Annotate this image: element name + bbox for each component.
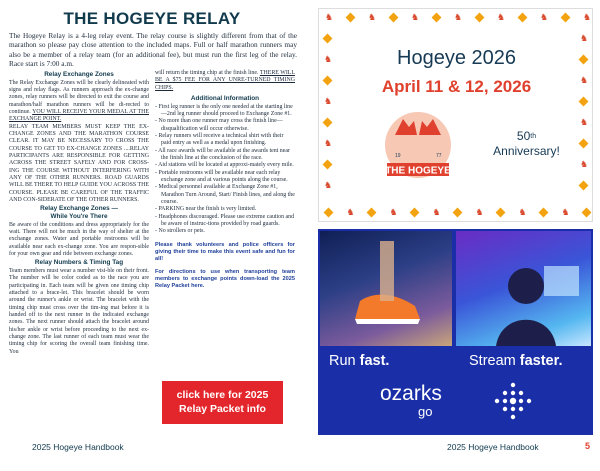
stream-photo xyxy=(456,231,591,346)
while-heading: Relay Exchange Zones — While You're There xyxy=(40,205,118,221)
footer-left: 2025 Hogeye Handbook xyxy=(32,442,124,452)
hog-motif-icon: ♞ xyxy=(580,118,589,128)
list-item: - Portable restrooms will be available near each relay exchange zone and at various points along the course. xyxy=(155,170,295,185)
diamond-motif-icon xyxy=(539,208,549,218)
diamond-motif-icon xyxy=(323,118,333,128)
list-item: - Aid stations will be located at approxi-mately every mile. xyxy=(155,162,295,169)
page-title: THE HOGEYE RELAY xyxy=(63,9,241,28)
list-item: - Medical personnel available at Exchange Zone #1, Marathon Turn Around, Start/ Finish lines, and along the course. xyxy=(155,184,295,206)
stream-faster-text: Stream faster. xyxy=(469,353,563,369)
right-page xyxy=(300,0,600,471)
hog-motif-icon: ♞ xyxy=(580,34,589,44)
list-item: - Relay runners will receive a technical shirt with their paid entry as well as a medal upon finishing. xyxy=(155,133,295,148)
intro-paragraph: The Hogeye Relay is a 4-leg relay event. The relay course is slightly different from that of the marathon so please pay close attention to the included maps. Full or half marathon runners may also be a member of a relay team (for an additional fee), but must run the first leg of the relay. Race start is 7:00 a.m. xyxy=(9,31,297,69)
hog-motif-icon: ♞ xyxy=(324,55,333,65)
zones-paragraph: The Relay Exchange Zones will be clearly delineated with signs and relay flags. As runners approach the ex-change zones, relay runners will be directed to exit the course and marathon/half marathon runners will be di-rected to continue. YOU WILL RECEIVE YOUR MEDAL AT THE EXCHANGE POINT. xyxy=(9,79,149,123)
thanks-note: Please thank volunteers and police officers for giving their time to make this event safe and fun for all! xyxy=(155,241,295,262)
hogeye-logo xyxy=(379,105,457,187)
hog-motif-icon: ♞ xyxy=(518,208,527,218)
ozarks-logo-text: ozarks xyxy=(380,382,442,405)
diamond-motif-icon xyxy=(474,13,484,23)
list-item: - Headphones discouraged. Please use extreme caution and be aware of instruc-tions provided by road guards. xyxy=(155,214,295,229)
diamond-motif-icon xyxy=(324,208,334,218)
ozarks-go-ad[interactable] xyxy=(318,229,593,435)
info-heading: Additional Information xyxy=(190,95,260,103)
hog-motif-icon: ♞ xyxy=(346,208,355,218)
runner-photo xyxy=(320,231,452,346)
anniversary-label: 50th Anniversary! xyxy=(493,129,560,158)
list-item: - No more than one runner may cross the finish line—disqualification will occur otherwise. xyxy=(155,118,295,133)
page-number: 5 xyxy=(585,441,591,451)
diamond-motif-icon xyxy=(579,181,589,191)
hog-motif-icon: ♞ xyxy=(411,13,420,23)
hog-motif-icon: ♞ xyxy=(368,13,377,23)
hog-motif-icon: ♞ xyxy=(454,13,463,23)
zones-heading: Relay Exchange Zones xyxy=(44,71,114,78)
timing-continued: will return the timing chip at the finish line. THERE WILL BE A $75 FEE FOR ANY UNRE-TURNED TIMING CHIPS. xyxy=(155,70,296,91)
hog-motif-icon: ♞ xyxy=(580,160,589,170)
go-logo-text: go xyxy=(418,404,433,419)
diamond-motif-icon xyxy=(579,97,589,107)
relay-packet-button[interactable]: click here for 2025 Relay Packet info xyxy=(162,381,283,424)
footer-right: 2025 Hogeye Handbook xyxy=(447,442,539,452)
dots-logo-icon xyxy=(493,381,533,421)
hog-motif-icon: ♞ xyxy=(540,13,549,23)
zones-caps-paragraph: RELAY TEAM MEMBERS MUST KEEP THE EX-CHANGE ZONES AND THE MARATHON COURSE CLEAR. IT MAY BE NECESSARY TO CROSS THE COURSE TO GET TO EX-CHANGE ZONES ....RELAY PARTICIPANTS ARE RESPONSIBLE FOR GETTING ACROSS THE STREET SAFELY AND FOR CROSS-ING THE COURSE WITHOUT INTERFERING WITH ANY OF THE OTHER RUNNERS. ROAD GUARDS WILL BE THERE TO HELP GUIDE YOU ACROSS THE COURSE. PLEASE BE CAREFUL OF THE TRAFFIC AND CON-SIDERATE OF THE OTHER RUNNERS. xyxy=(9,123,149,204)
run-fast-text: Run fast. xyxy=(329,353,390,369)
diamond-motif-icon xyxy=(431,13,441,23)
hog-motif-icon: ♞ xyxy=(580,76,589,86)
timing-heading: Relay Numbers & Timing Tag xyxy=(34,259,124,267)
hog-motif-icon: ♞ xyxy=(324,181,333,191)
hogeye-2026-poster[interactable] xyxy=(318,8,593,222)
diamond-motif-icon xyxy=(345,13,355,23)
diamond-motif-icon xyxy=(453,208,463,218)
diamond-motif-icon xyxy=(323,34,333,44)
diamond-motif-icon xyxy=(367,208,377,218)
diamond-motif-icon xyxy=(496,208,506,218)
diamond-motif-icon xyxy=(560,13,570,23)
hog-motif-icon: ♞ xyxy=(324,139,333,149)
hog-motif-icon: ♞ xyxy=(561,208,570,218)
logo-text: THE HOGEYE xyxy=(385,165,451,177)
list-item: - No strollers or pets. xyxy=(155,228,295,235)
diamond-motif-icon xyxy=(388,13,398,23)
info-list xyxy=(155,104,295,236)
hog-motif-icon: ♞ xyxy=(324,97,333,107)
diamond-motif-icon xyxy=(323,160,333,170)
poster-dates: April 11 & 12, 2026 xyxy=(381,77,532,96)
right-column xyxy=(155,70,295,290)
diamond-motif-icon xyxy=(517,13,527,23)
hog-motif-icon: ♞ xyxy=(389,208,398,218)
runner-shoe-icon xyxy=(320,231,452,346)
logo-year-right: 77 xyxy=(436,153,442,159)
list-item: - First leg runner is the only one needed at the starting line—2nd leg runner should proceed to Exchange Zone #1. xyxy=(155,104,295,119)
person-headphones-icon xyxy=(456,231,591,346)
list-item: - All race awards will be available at the awards tent near the finish line at the conclusion of the race. xyxy=(155,148,295,163)
hog-motif-icon: ♞ xyxy=(325,13,334,23)
while-paragraph: Be aware of the conditions and dress appropriately for the wait. There will not be much in the way of shelter at the exchange zones. Water and portable restrooms will be available near each ex-change zone. You are respon-sible for your own gear and ride between exchange zones. xyxy=(9,221,149,257)
timing-paragraph: Team members must wear a number visi-ble on their front. The number will be color coded as to the race you are participating in. Each team will be given one timing chip attached to a brace-let. This bracelet should be worn around the runner's ankle or wrist. The bracelet with the timing chip must cross over the tim-ing mat before it is handed off to the next runner in the indicated exchange zones. The next runner should attach the bracelet around his/her ankle or wrist before proceeding to the next ex-change zone. The last runner of each team must wear the timing chip for scoring the overall team finishing time. You xyxy=(9,267,149,355)
hog-motif-icon: ♞ xyxy=(475,208,484,218)
list-item: - PARKING near the finish is very limited. xyxy=(155,206,295,213)
left-column xyxy=(9,70,149,356)
logo-year-left: 19 xyxy=(395,153,401,159)
hog-motif-icon: ♞ xyxy=(583,13,592,23)
hog-motif-icon: ♞ xyxy=(432,208,441,218)
directions-note: For directions to use when transporting team members to exchange points down-load the 2025 Relay Packet here. xyxy=(155,268,295,289)
diamond-motif-icon xyxy=(582,208,592,218)
hog-motif-icon: ♞ xyxy=(497,13,506,23)
diamond-motif-icon xyxy=(410,208,420,218)
poster-title: Hogeye 2026 xyxy=(397,47,516,69)
